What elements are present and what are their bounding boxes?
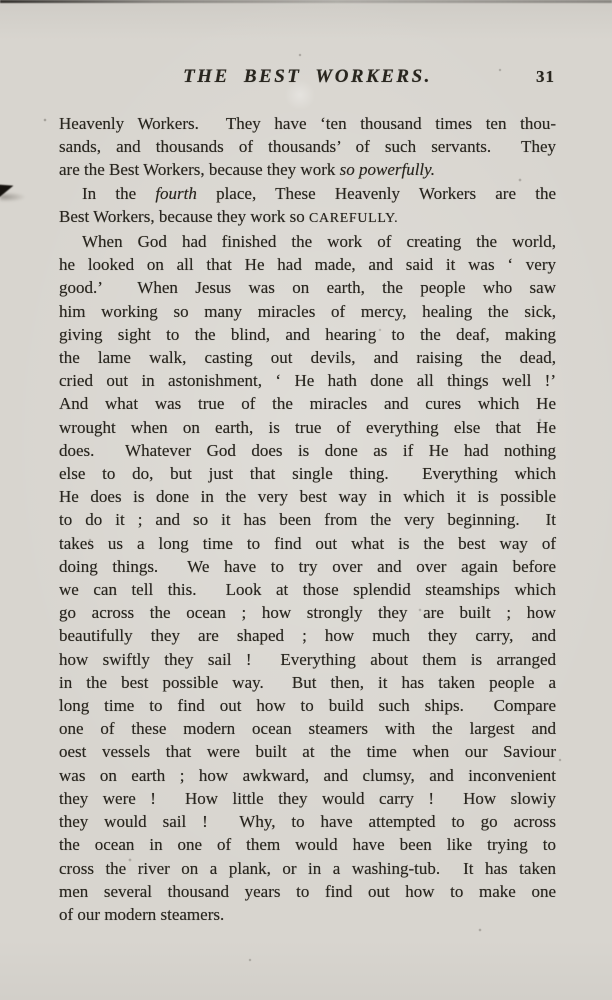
running-title: THE BEST WORKERS. <box>183 66 432 87</box>
text-segment: sands, and thousands of thousands’ of such servants. They <box>59 137 556 157</box>
text-line <box>59 810 556 833</box>
text-segment: the ocean in one of them would have been like trying to <box>59 835 556 855</box>
text-line <box>59 648 556 671</box>
text-segment: In the <box>82 183 156 203</box>
text-line <box>59 833 556 856</box>
text-line <box>59 903 556 926</box>
text-line <box>59 462 556 485</box>
text-line <box>59 323 556 346</box>
text-line <box>59 369 556 392</box>
text-line <box>59 253 556 276</box>
text-segment: of our modern steamers. <box>59 904 225 924</box>
text-segment: oest vessels that were built at the time when our Saviour <box>59 742 556 762</box>
page-number: 31 <box>536 67 555 86</box>
text-line <box>59 205 556 230</box>
text-segment: go across the ocean ; how strongly they are built ; how <box>59 603 556 623</box>
text-segment: does. Whatever God does is done as if He had nothing <box>59 440 556 460</box>
text-line <box>59 694 556 717</box>
text-line <box>59 300 556 323</box>
text-line <box>59 485 556 508</box>
body-text <box>59 112 556 926</box>
page-header <box>59 66 556 92</box>
text-segment: takes us a long time to find out what is the best way of <box>59 533 556 553</box>
text-segment: CAREFULLY. <box>308 210 399 226</box>
text-segment: we can tell this. Look at those splendid steamships which <box>59 580 556 600</box>
text-line <box>59 230 556 253</box>
text-segment: wrought when on earth, is true of everything else that He <box>59 417 556 437</box>
text-line <box>59 532 556 555</box>
text-segment: When God had finished the work of creating the world, <box>82 232 556 252</box>
text-line <box>59 787 556 810</box>
text-segment: cried out in astonishment, ‘ He hath done all things well !’ <box>59 371 556 391</box>
text-line <box>59 508 556 531</box>
text-line <box>59 857 556 880</box>
text-line <box>59 182 556 205</box>
text-segment: Best Workers, because they work so <box>59 206 309 226</box>
text-segment: how swiftly they sail ! Everything about them is arranged <box>59 649 556 669</box>
text-line <box>59 276 556 299</box>
scan-edge-artifact <box>0 0 612 3</box>
text-line <box>59 717 556 740</box>
text-line <box>59 158 556 181</box>
text-segment: good.’ When Jesus was on earth, the people who saw <box>59 278 556 298</box>
text-line <box>59 346 556 369</box>
text-line <box>59 671 556 694</box>
text-line <box>59 740 556 763</box>
text-segment: are the Best Workers, because they work <box>59 160 340 180</box>
text-segment: the lame walk, casting out devils, and raising the dead, <box>59 348 556 368</box>
text-line <box>59 764 556 787</box>
text-segment: they were ! How little they would carry ! How slowiy <box>59 788 556 808</box>
text-segment: to do it ; and so it has been from the very beginning. It <box>59 510 556 530</box>
text-line <box>59 601 556 624</box>
text-segment: He does is done in the very best way in which it is possible <box>59 487 556 507</box>
text-segment: they would sail ! Why, to have attempted to go across <box>59 812 556 832</box>
text-segment: doing things. We have to try over and over again before <box>59 556 556 576</box>
text-segment: Heavenly Workers. They have ‘ten thousand times ten thou- <box>59 114 556 133</box>
text-line <box>59 112 556 135</box>
text-line <box>59 439 556 462</box>
text-segment: beautifully they are shaped ; how much they carry, and <box>59 626 556 646</box>
text-line <box>59 392 556 415</box>
text-line <box>59 555 556 578</box>
text-segment: long time to find out how to build such ships. Compare <box>59 696 556 716</box>
text-segment: in the best possible way. But then, it has taken people a <box>59 672 556 692</box>
text-segment: fourth <box>155 183 197 203</box>
text-segment: was on earth ; how awkward, and clumsy, and inconvenient <box>59 765 556 785</box>
text-segment: so powerfully. <box>339 160 436 180</box>
text-segment: place, These Heavenly Workers are the <box>196 183 556 203</box>
text-segment: men several thousand years to find out how to make one <box>59 881 556 901</box>
text-segment: him working so many miracles of mercy, healing the sick, <box>59 301 556 321</box>
text-line <box>59 578 556 601</box>
text-segment: giving sight to the blind, and hearing to the deaf, making <box>59 324 556 344</box>
text-line <box>59 416 556 439</box>
text-line <box>59 135 556 158</box>
text-segment: cross the river on a plank, or in a washing-tub. It has taken <box>59 858 556 878</box>
text-line <box>59 880 556 903</box>
text-segment: one of these modern ocean steamers with the largest and <box>59 719 556 739</box>
text-segment: else to do, but just that single thing. Everything which <box>59 464 556 484</box>
text-segment: he looked on all that He had made, and said it was ‘ very <box>59 255 556 275</box>
text-segment: And what was true of the miracles and cures which He <box>59 394 556 414</box>
text-line <box>59 624 556 647</box>
